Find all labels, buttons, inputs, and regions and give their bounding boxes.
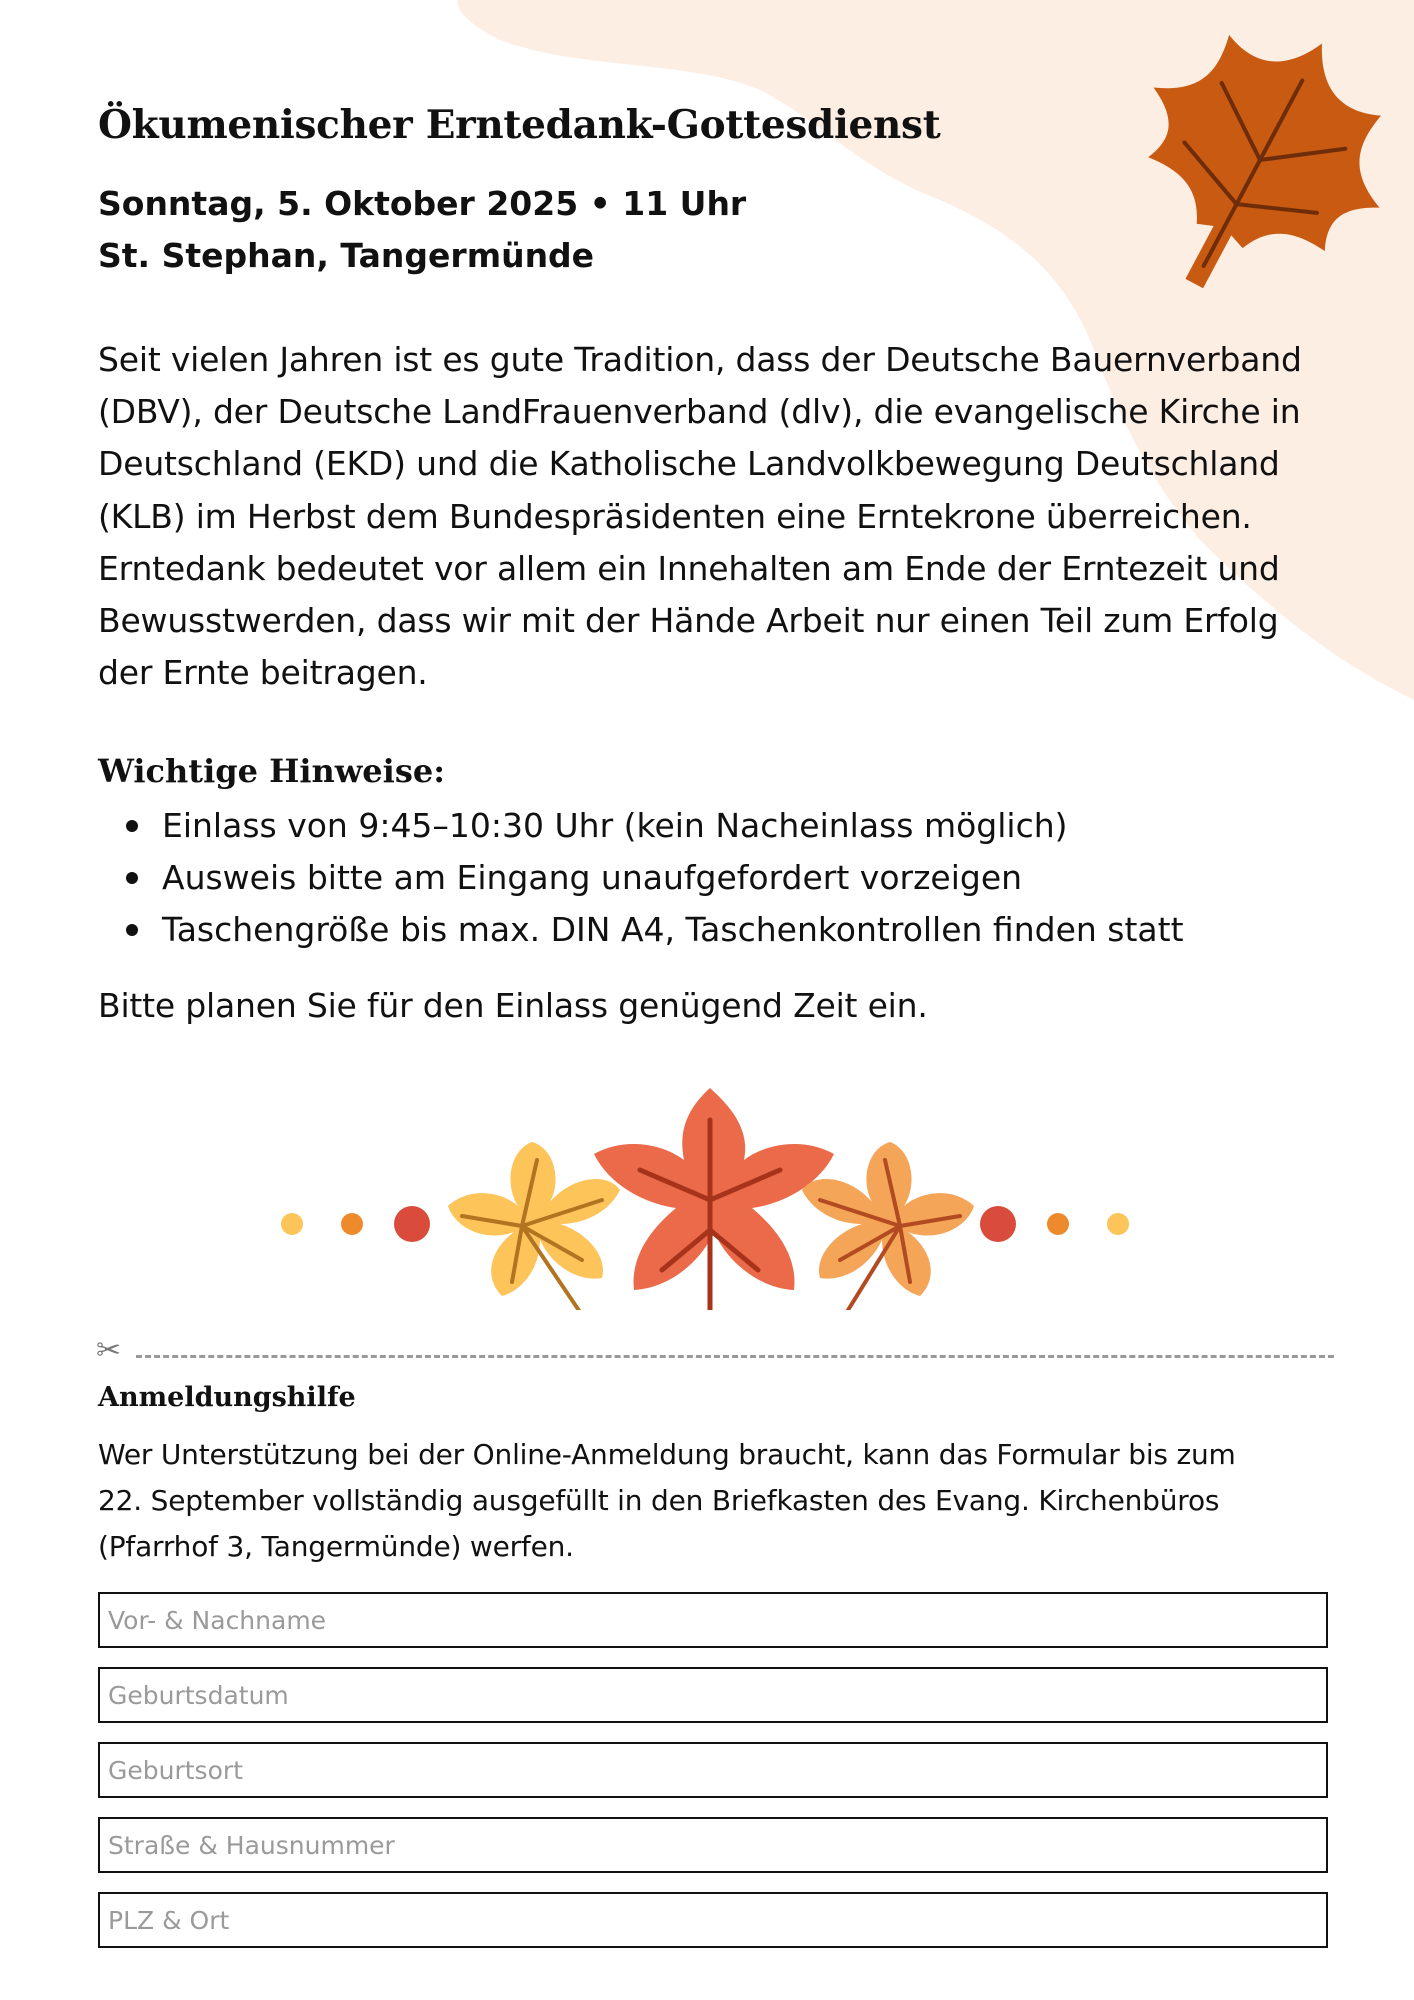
intro-line: Erntedank bedeutet vor allem ein Innehalten am Ende der Erntezeit und — [98, 548, 1280, 588]
scissors-icon: ✂ — [96, 1333, 122, 1368]
name-input[interactable] — [100, 1594, 1326, 1646]
registration-line: 22. September vollständig ausgefüllt in den Briefkasten des Evang. Kirchenbüros — [98, 1484, 1220, 1517]
zip-city-field[interactable] — [98, 1892, 1328, 1948]
registration-heading: Anmeldungshilfe — [98, 1382, 356, 1413]
registration-line: Wer Unterstützung bei der Online-Anmeldung braucht, kann das Formular bis zum — [98, 1438, 1236, 1471]
birthdate-input[interactable] — [100, 1669, 1326, 1721]
zip-city-input[interactable] — [100, 1894, 1326, 1946]
registration-line: (Pfarrhof 3, Tangermünde) werfen. — [98, 1530, 574, 1563]
street-field[interactable] — [98, 1817, 1328, 1873]
dot-icon — [1107, 1213, 1129, 1235]
list-item-text: Ausweis bitte am Eingang unaufgefordert vorzeigen — [162, 858, 1023, 897]
list-item-text: Einlass von 9:45–10:30 Uhr (kein Nacheinlass möglich) — [162, 806, 1068, 845]
maple-leaf-icon — [1110, 10, 1414, 310]
autumn-leaves-ornament — [270, 1070, 1150, 1310]
intro-line: Bewusstwerden, dass wir mit der Hände Arbeit nur einen Teil zum Erfolg — [98, 601, 1279, 641]
intro-line: (KLB) im Herbst dem Bundespräsidenten eine Erntekrone überreichen. — [98, 496, 1252, 536]
intro-paragraph — [98, 334, 1343, 699]
bullet-icon — [126, 924, 138, 936]
event-date-time: Sonntag, 5. Oktober 2025 • 11 Uhr — [98, 184, 747, 223]
dot-icon — [394, 1206, 430, 1242]
notes-list — [98, 800, 1184, 956]
intro-line: (DBV), der Deutsche LandFrauenverband (dlv), die evangelische Kirche in — [98, 392, 1301, 432]
leaf-icon-red — [594, 1088, 834, 1310]
dashed-divider — [136, 1355, 1334, 1358]
notes-heading: Wichtige Hinweise: — [98, 752, 445, 790]
list-item — [98, 852, 1184, 904]
birthplace-field[interactable] — [98, 1742, 1328, 1798]
list-item-text: Taschengröße bis max. DIN A4, Taschenkontrollen finden statt — [162, 910, 1184, 949]
dot-icon — [281, 1213, 303, 1235]
bullet-icon — [126, 820, 138, 832]
registration-text — [98, 1432, 1343, 1570]
page-title: Ökumenischer Erntedank-Gottesdienst — [98, 102, 941, 148]
intro-line: Seit vielen Jahren ist es gute Tradition, dass der Deutsche Bauernverband — [98, 340, 1302, 379]
list-item — [98, 800, 1184, 852]
closing-note: Bitte planen Sie für den Einlass genügend Zeit ein. — [98, 986, 928, 1025]
street-input[interactable] — [100, 1819, 1326, 1871]
list-item — [98, 904, 1184, 956]
event-location: St. Stephan, Tangermünde — [98, 236, 595, 275]
dot-icon — [980, 1206, 1016, 1242]
event-info — [98, 178, 746, 282]
leaf-icon-yellow — [448, 1142, 620, 1310]
intro-line: Deutschland (EKD) und die Katholische Landvolkbewegung Deutschland — [98, 444, 1280, 484]
name-field[interactable] — [98, 1592, 1328, 1648]
leaf-icon-orange — [802, 1142, 974, 1310]
bullet-icon — [126, 872, 138, 884]
intro-line: der Ernte beitragen. — [98, 653, 428, 693]
dot-icon — [341, 1213, 363, 1235]
cut-line — [96, 1333, 1336, 1370]
birthplace-input[interactable] — [100, 1744, 1326, 1796]
dot-icon — [1047, 1213, 1069, 1235]
birthdate-field[interactable] — [98, 1667, 1328, 1723]
